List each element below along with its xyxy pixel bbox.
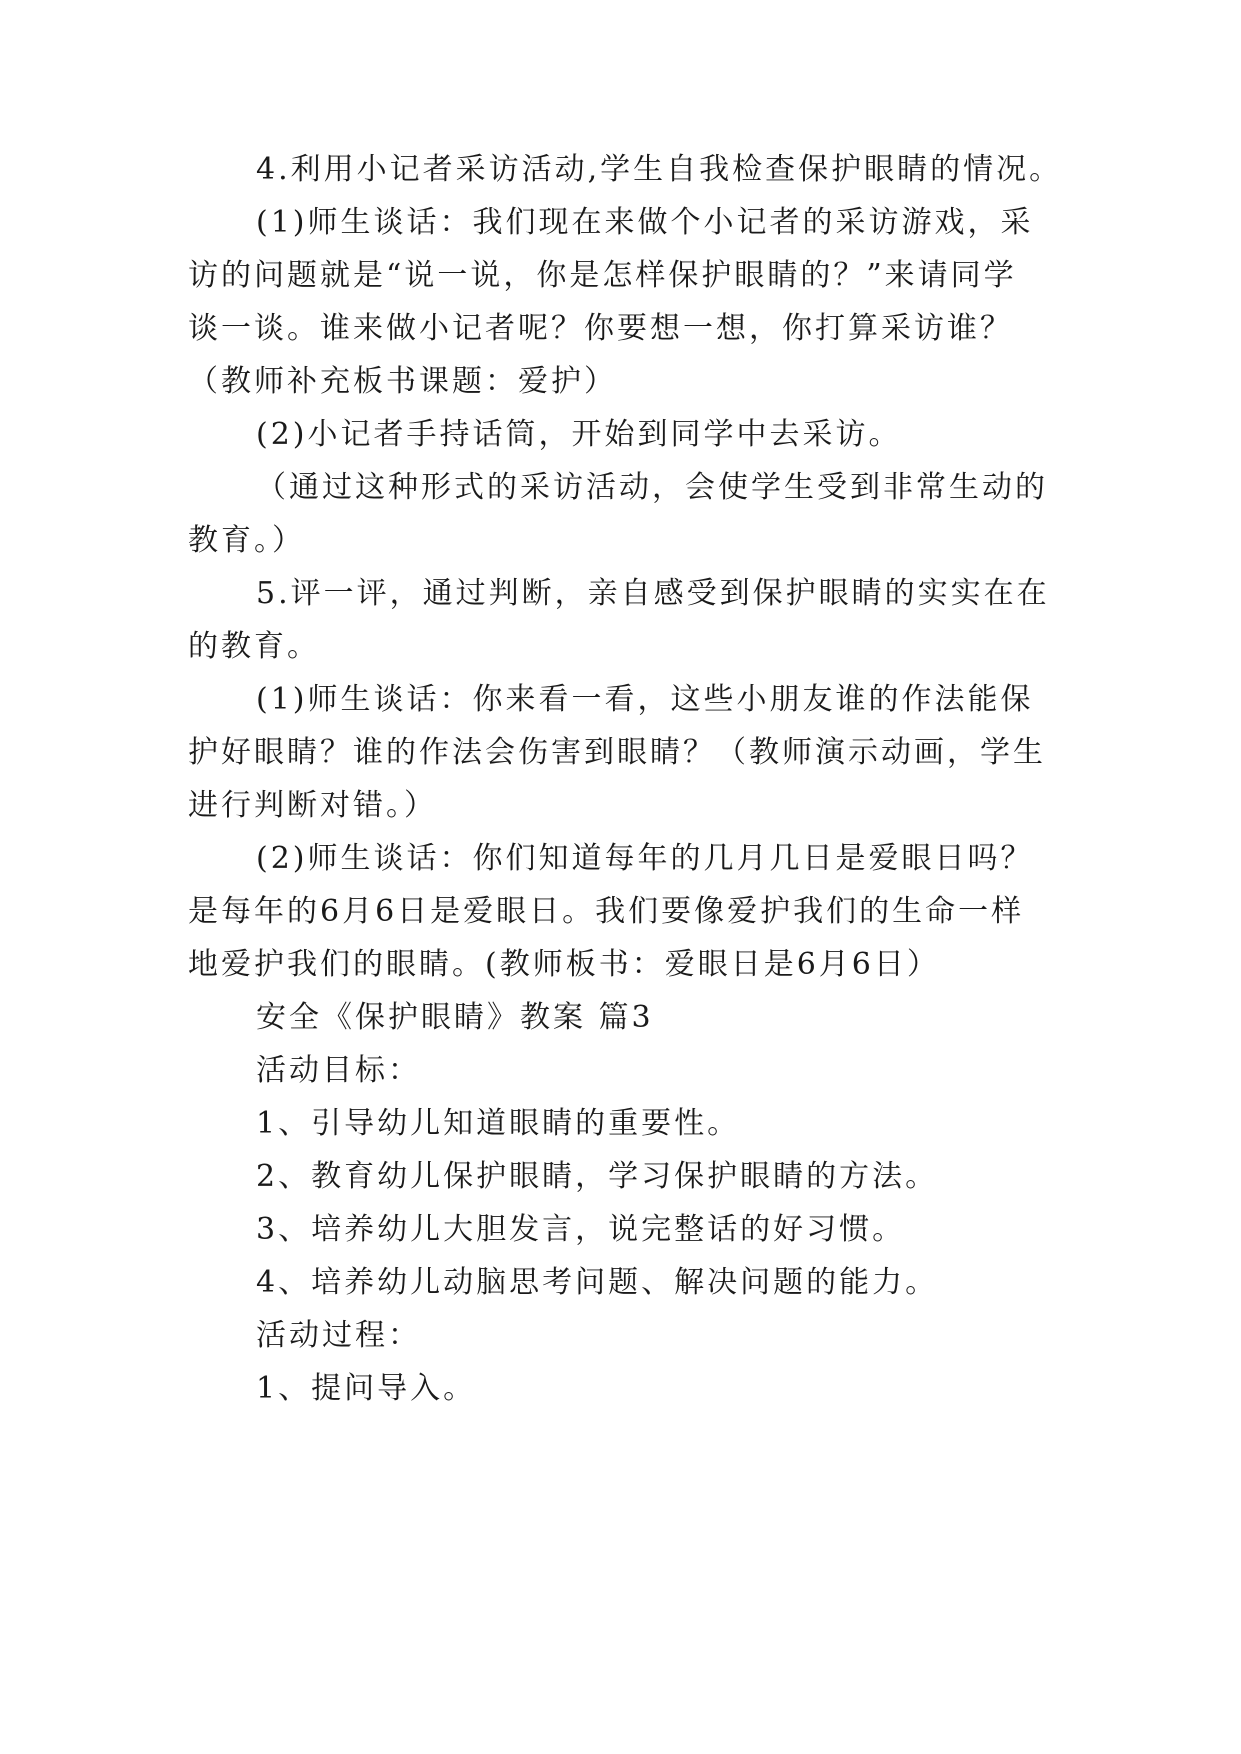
paragraph-line: （通过这种形式的采访活动，会使学生受到非常生动的 xyxy=(256,470,1048,505)
list-item: 2、教育幼儿保护眼睛，学习保护眼睛的方法。 xyxy=(256,1159,939,1194)
paragraph-line: (1)师生谈话：你来看一看，这些小朋友谁的作法能保 xyxy=(256,682,1034,717)
list-item: 4、培养幼儿动脑思考问题、解决问题的能力。 xyxy=(256,1265,939,1300)
paragraph-line: 的教育。 xyxy=(188,629,320,664)
paragraph-line: 5.评一评，通过判断，亲自感受到保护眼睛的实实在在 xyxy=(256,576,1050,611)
paragraph-line: 访的问题就是“说一说，你是怎样保护眼睛的？”来请同学 xyxy=(188,258,1017,293)
list-item: 1、提问导入。 xyxy=(256,1371,477,1406)
paragraph-line: （教师补充板书课题：爱护） xyxy=(188,364,617,399)
section-heading: 安全《保护眼睛》教案 篇3 xyxy=(256,1000,654,1035)
paragraph-line: 谈一谈。谁来做小记者呢？你要想一想，你打算采访谁？ xyxy=(188,311,1013,346)
paragraph-line: 教育。） xyxy=(188,523,305,558)
paragraph-line: (2)小记者手持话筒，开始到同学中去采访。 xyxy=(256,417,902,452)
paragraph-line: (2)师生谈话：你们知道每年的几月几日是爱眼日吗？ xyxy=(256,841,1034,876)
paragraph-line: 进行判断对错。） xyxy=(188,788,437,823)
subheading: 活动过程： xyxy=(256,1318,421,1353)
paragraph-line: 4.利用小记者采访活动,学生自我检查保护眼睛的情况。 xyxy=(256,152,1063,187)
list-item: 1、引导幼儿知道眼睛的重要性。 xyxy=(256,1106,741,1141)
paragraph-line: 地爱护我们的眼睛。(教师板书：爱眼日是6月6日） xyxy=(188,947,940,982)
paragraph-line: 护好眼睛？谁的作法会伤害到眼睛？（教师演示动画，学生 xyxy=(188,735,1046,770)
list-item: 3、培养幼儿大胆发言，说完整话的好习惯。 xyxy=(256,1212,906,1247)
paragraph-line: 是每年的6月6日是爱眼日。我们要像爱护我们的生命一样 xyxy=(188,894,1025,929)
subheading: 活动目标： xyxy=(256,1053,421,1088)
paragraph-line: (1)师生谈话：我们现在来做个小记者的采访游戏，采 xyxy=(256,205,1034,240)
